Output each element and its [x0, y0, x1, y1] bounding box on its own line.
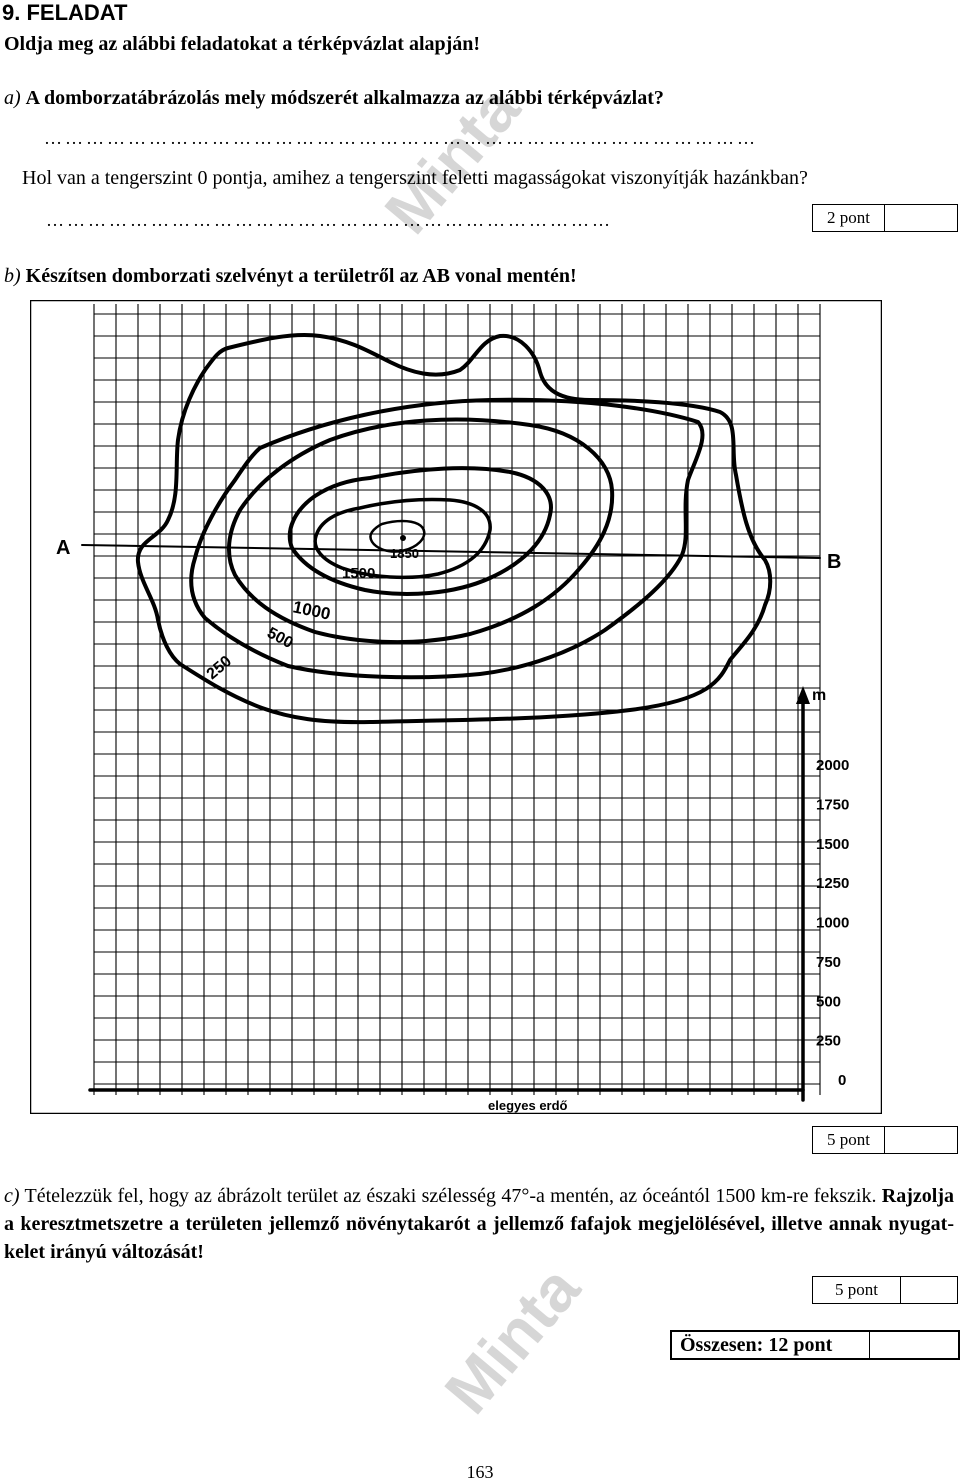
contour-label-1500: 1500	[342, 565, 376, 582]
total-score-value[interactable]	[870, 1332, 958, 1358]
task-title: 9. FELADAT	[2, 0, 128, 25]
question-c	[4, 1182, 954, 1266]
page-number: 163	[466, 1462, 494, 1482]
question-b-label: b)	[4, 265, 21, 287]
elevation-tick-label: 250	[816, 1032, 842, 1050]
score-box-c-label: 5 pont	[813, 1277, 901, 1303]
axis-unit-label: m	[812, 687, 827, 704]
elevation-tick-label: 2000	[816, 757, 850, 774]
peak-point	[400, 535, 406, 541]
answer-dots-a1: …………………………………………………………………………………………	[44, 128, 758, 148]
question-a	[4, 86, 664, 110]
score-box-a-label: 2 pont	[813, 205, 885, 231]
score-box-a	[812, 204, 958, 232]
elevation-tick-label: 500	[816, 993, 842, 1011]
point-b-label: B	[827, 551, 842, 573]
score-box-b-label: 5 pont	[813, 1127, 885, 1153]
answer-dots-a2: ………………………………………………………………………	[46, 210, 613, 230]
question-a-text: A domborzatábrázolás mely módszerét alkalmazza az alábbi térképvázlat?	[25, 87, 664, 109]
question-b-text: Készítsen domborzati szelvényt a területről az AB vonal mentén!	[25, 265, 577, 287]
watermark-top: Minta	[370, 72, 534, 247]
score-box-b-value[interactable]	[885, 1127, 957, 1153]
question-b	[4, 264, 577, 288]
contour-label-1850: 1850	[390, 546, 419, 561]
watermark-bottom: Minta	[430, 1252, 594, 1427]
score-box-c-value[interactable]	[901, 1277, 957, 1303]
elevation-tick-label: 750	[816, 953, 842, 971]
elevation-tick-label: 1500	[816, 835, 850, 853]
question-c-text: Tételezzük fel, hogy az ábrázolt terület az északi szélesség 47°-a mentén, az óceántól 1500 km-re fekszik.	[24, 1185, 877, 1207]
question-a-second: Hol van a tengerszint 0 pontja, amihez a tengerszint feletti magasságokat viszonyítják hazánkban?	[22, 167, 808, 189]
task-instruction: Oldja meg az alábbi feladatokat a térképvázlat alapján!	[4, 33, 481, 55]
elevation-tick-label: 1000	[816, 914, 850, 932]
elevation-tick-label: 1750	[816, 796, 850, 814]
question-c-label: c)	[4, 1185, 20, 1207]
score-box-c	[812, 1276, 958, 1304]
elevation-tick-label: 0	[838, 1072, 847, 1089]
score-box-a-value[interactable]	[885, 205, 957, 231]
contour-label-500: 500	[264, 624, 296, 653]
contour-label-250: 250	[203, 652, 236, 684]
score-box-b	[812, 1126, 958, 1154]
elevation-tick-label: 1250	[816, 875, 850, 893]
topographic-map	[30, 300, 882, 1114]
contour-label-1000: 1000	[291, 597, 333, 624]
point-a-label: A	[56, 537, 71, 559]
question-a-label: a)	[4, 87, 21, 109]
total-score-label: Összesen: 12 pont	[672, 1332, 870, 1358]
question-c-instruction: Rajzolja a keresztmetszetre a területen jellemző növénytakarót a jellemző fafajok megjelölésével, illetve annak nyugat-kelet irányú változását!	[4, 1185, 954, 1263]
vegetation-label: elegyes erdő	[488, 1098, 568, 1113]
total-score-box	[670, 1330, 960, 1360]
